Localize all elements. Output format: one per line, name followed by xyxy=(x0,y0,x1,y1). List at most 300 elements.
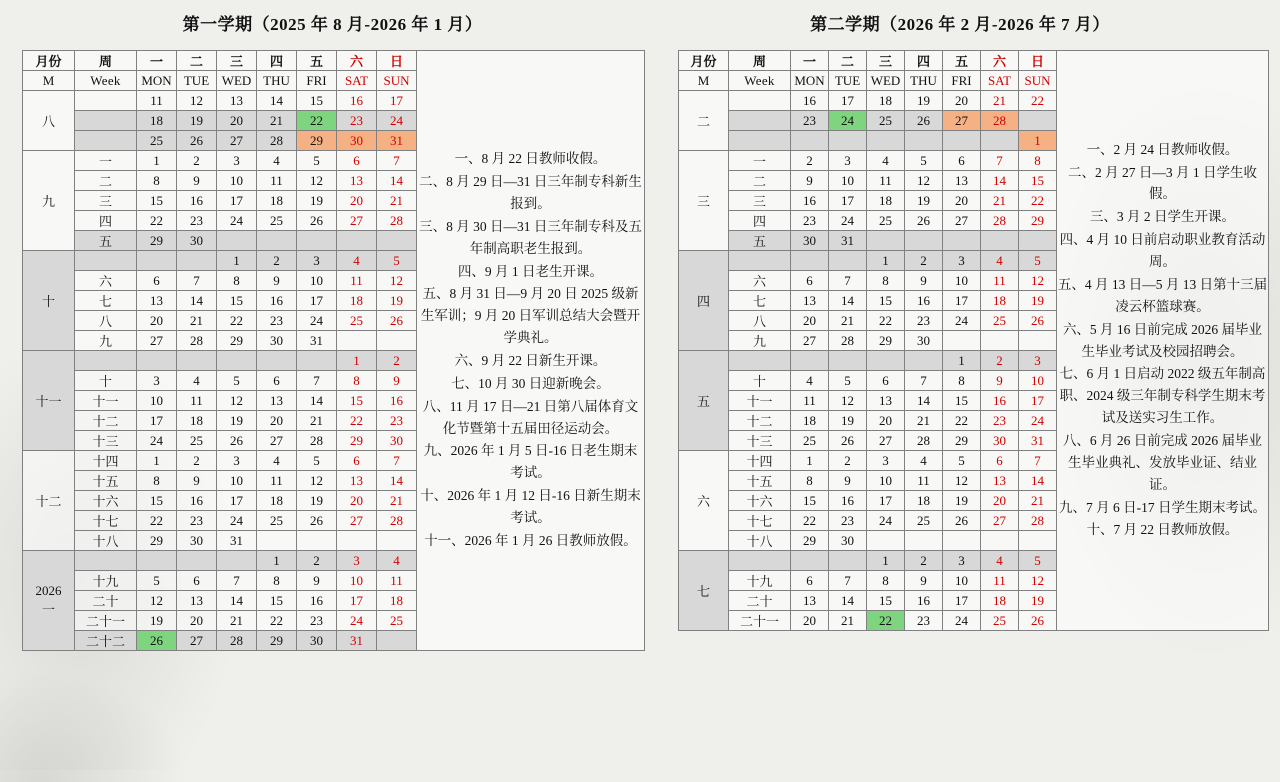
day-cell: 6 xyxy=(867,371,905,391)
day-cell: 22 xyxy=(791,511,829,531)
day-cell xyxy=(791,131,829,151)
day-cell: 22 xyxy=(1019,191,1057,211)
day-cell: 7 xyxy=(177,271,217,291)
day-cell: 25 xyxy=(177,431,217,451)
day-cell: 8 xyxy=(257,571,297,591)
week-label: 六 xyxy=(75,271,137,291)
day-cell: 19 xyxy=(943,491,981,511)
calendar-table-semester-1 xyxy=(22,50,645,651)
month-label: 九 xyxy=(23,151,75,251)
day-cell: 26 xyxy=(177,131,217,151)
day-cell: 20 xyxy=(177,611,217,631)
day-cell: 9 xyxy=(177,471,217,491)
day-cell: 20 xyxy=(337,191,377,211)
day-cell: 26 xyxy=(829,431,867,451)
week-label: 十四 xyxy=(75,451,137,471)
day-cell: 29 xyxy=(337,431,377,451)
day-cell: 14 xyxy=(905,391,943,411)
day-cell: 12 xyxy=(377,271,417,291)
day-cell: 12 xyxy=(137,591,177,611)
day-cell: 24 xyxy=(297,311,337,331)
day-cell: 28 xyxy=(377,211,417,231)
day-cell xyxy=(829,351,867,371)
header-day-en-1: MON xyxy=(137,71,177,91)
day-cell: 6 xyxy=(337,151,377,171)
day-cell: 22 xyxy=(217,311,257,331)
day-cell: 15 xyxy=(1019,171,1057,191)
week-label: 十 xyxy=(75,371,137,391)
day-cell xyxy=(867,531,905,551)
item-line: 七、10 月 30 日迎新晚会。 xyxy=(451,375,610,391)
day-cell: 24 xyxy=(943,611,981,631)
day-cell: 16 xyxy=(257,291,297,311)
day-cell: 14 xyxy=(377,171,417,191)
week-label: 十八 xyxy=(75,531,137,551)
day-cell: 14 xyxy=(297,391,337,411)
day-cell: 6 xyxy=(791,271,829,291)
week-label: 三 xyxy=(75,191,137,211)
day-cell: 2 xyxy=(905,551,943,571)
calendar-table-semester-2 xyxy=(678,50,1269,631)
week-label: 十 xyxy=(729,371,791,391)
day-cell: 3 xyxy=(217,451,257,471)
week-label: 五 xyxy=(729,231,791,251)
day-cell: 3 xyxy=(297,251,337,271)
header-week-en: Week xyxy=(75,71,137,91)
header-day-en-4: THU xyxy=(905,71,943,91)
month-label: 十一 xyxy=(23,351,75,451)
day-cell: 23 xyxy=(829,511,867,531)
day-cell: 11 xyxy=(981,271,1019,291)
week-label: 十九 xyxy=(729,571,791,591)
day-cell: 7 xyxy=(217,571,257,591)
day-cell: 23 xyxy=(337,111,377,131)
month-label: 六 xyxy=(679,451,729,551)
day-cell: 30 xyxy=(257,331,297,351)
day-cell xyxy=(217,351,257,371)
item-line: 九、2026 年 1 月 5 日-16 日老生期末考试。 xyxy=(423,443,638,481)
day-cell xyxy=(791,551,829,571)
day-cell: 1 xyxy=(337,351,377,371)
day-cell: 21 xyxy=(1019,491,1057,511)
day-cell: 8 xyxy=(1019,151,1057,171)
day-cell: 24 xyxy=(829,111,867,131)
week-label: 八 xyxy=(729,311,791,331)
header-day-en-1: MON xyxy=(791,71,829,91)
header-day-5: 五 xyxy=(943,51,981,71)
day-cell: 4 xyxy=(177,371,217,391)
day-cell: 13 xyxy=(137,291,177,311)
header-day-en-7: SUN xyxy=(377,71,417,91)
day-cell: 18 xyxy=(257,191,297,211)
day-cell: 14 xyxy=(377,471,417,491)
day-cell: 19 xyxy=(1019,291,1057,311)
day-cell: 2 xyxy=(791,151,829,171)
week-label: 十二 xyxy=(729,411,791,431)
day-cell: 14 xyxy=(829,291,867,311)
day-cell: 29 xyxy=(1019,211,1057,231)
day-cell xyxy=(829,551,867,571)
day-cell: 11 xyxy=(337,271,377,291)
day-cell: 2 xyxy=(177,151,217,171)
day-cell: 6 xyxy=(943,151,981,171)
day-cell: 4 xyxy=(981,551,1019,571)
day-cell: 25 xyxy=(257,511,297,531)
day-cell: 28 xyxy=(981,111,1019,131)
day-cell: 26 xyxy=(137,631,177,651)
day-cell: 17 xyxy=(943,591,981,611)
day-cell xyxy=(867,351,905,371)
day-cell: 30 xyxy=(377,431,417,451)
day-cell: 16 xyxy=(377,391,417,411)
day-cell: 18 xyxy=(867,191,905,211)
week-label xyxy=(729,251,791,271)
day-cell: 30 xyxy=(177,531,217,551)
table-header-row xyxy=(23,51,645,71)
day-cell: 11 xyxy=(905,471,943,491)
day-cell: 23 xyxy=(981,411,1019,431)
day-cell: 21 xyxy=(297,411,337,431)
header-day-2: 二 xyxy=(829,51,867,71)
day-cell: 23 xyxy=(905,611,943,631)
day-cell: 14 xyxy=(1019,471,1057,491)
day-cell: 19 xyxy=(297,191,337,211)
day-cell: 24 xyxy=(337,611,377,631)
day-cell: 15 xyxy=(867,591,905,611)
day-cell: 12 xyxy=(829,391,867,411)
day-cell: 29 xyxy=(791,531,829,551)
header-day-7: 日 xyxy=(1019,51,1057,71)
day-cell: 25 xyxy=(791,431,829,451)
day-cell: 30 xyxy=(791,231,829,251)
day-cell: 18 xyxy=(137,111,177,131)
day-cell: 11 xyxy=(137,91,177,111)
header-day-en-2: TUE xyxy=(177,71,217,91)
day-cell: 14 xyxy=(257,91,297,111)
day-cell: 15 xyxy=(257,591,297,611)
day-cell: 12 xyxy=(177,91,217,111)
day-cell: 22 xyxy=(337,411,377,431)
item-line: 十、7 月 22 日教师放假。 xyxy=(1086,522,1239,538)
week-label: 二十 xyxy=(729,591,791,611)
week-label: 二十一 xyxy=(75,611,137,631)
day-cell: 23 xyxy=(791,211,829,231)
day-cell: 6 xyxy=(791,571,829,591)
day-cell: 19 xyxy=(177,111,217,131)
day-cell: 2 xyxy=(981,351,1019,371)
day-cell: 1 xyxy=(943,351,981,371)
week-label: 二十二 xyxy=(75,631,137,651)
item-line: 九、7 月 6 日-17 日学生期末考试。 xyxy=(1059,499,1266,515)
day-cell: 16 xyxy=(177,491,217,511)
item-line: 五、8 月 31 日—9 月 20 日 2025 级新生军训；9 月 20 日军训总结大会暨开学典礼。 xyxy=(420,286,641,346)
day-cell: 7 xyxy=(981,151,1019,171)
day-cell xyxy=(981,531,1019,551)
day-cell: 22 xyxy=(867,611,905,631)
header-day-1: 一 xyxy=(137,51,177,71)
week-label xyxy=(729,111,791,131)
day-cell: 14 xyxy=(981,171,1019,191)
day-cell: 5 xyxy=(377,251,417,271)
day-cell: 16 xyxy=(791,191,829,211)
day-cell: 22 xyxy=(297,111,337,131)
day-cell: 30 xyxy=(981,431,1019,451)
week-label: 十四 xyxy=(729,451,791,471)
day-cell xyxy=(867,231,905,251)
day-cell: 10 xyxy=(217,471,257,491)
day-cell: 30 xyxy=(337,131,377,151)
day-cell: 16 xyxy=(905,291,943,311)
day-cell: 26 xyxy=(1019,611,1057,631)
day-cell: 11 xyxy=(177,391,217,411)
month-label: 十 xyxy=(23,251,75,351)
day-cell: 18 xyxy=(377,591,417,611)
day-cell xyxy=(137,351,177,371)
item-line: 四、9 月 1 日老生开课。 xyxy=(457,263,604,279)
day-cell: 22 xyxy=(137,511,177,531)
week-label xyxy=(75,251,137,271)
items-cell xyxy=(417,51,645,651)
day-cell: 3 xyxy=(337,551,377,571)
day-cell: 13 xyxy=(337,171,377,191)
day-cell: 27 xyxy=(791,331,829,351)
day-cell: 9 xyxy=(177,171,217,191)
day-cell: 10 xyxy=(943,271,981,291)
day-cell: 2 xyxy=(257,251,297,271)
week-label: 十三 xyxy=(729,431,791,451)
day-cell: 12 xyxy=(297,171,337,191)
day-cell: 11 xyxy=(981,571,1019,591)
day-cell: 12 xyxy=(217,391,257,411)
day-cell: 26 xyxy=(1019,311,1057,331)
week-label: 三 xyxy=(729,191,791,211)
day-cell: 29 xyxy=(137,531,177,551)
day-cell: 17 xyxy=(943,291,981,311)
week-label xyxy=(729,131,791,151)
day-cell: 12 xyxy=(943,471,981,491)
day-cell xyxy=(1019,531,1057,551)
day-cell: 25 xyxy=(905,511,943,531)
day-cell: 4 xyxy=(791,371,829,391)
header-day-4: 四 xyxy=(257,51,297,71)
day-cell: 9 xyxy=(905,271,943,291)
table-header-row xyxy=(679,51,1269,71)
day-cell: 1 xyxy=(217,251,257,271)
day-cell: 11 xyxy=(867,171,905,191)
day-cell: 18 xyxy=(981,291,1019,311)
day-cell: 15 xyxy=(867,291,905,311)
day-cell: 7 xyxy=(377,451,417,471)
header-day-1: 一 xyxy=(791,51,829,71)
day-cell xyxy=(905,351,943,371)
day-cell: 28 xyxy=(1019,511,1057,531)
day-cell: 15 xyxy=(337,391,377,411)
day-cell: 25 xyxy=(257,211,297,231)
day-cell: 24 xyxy=(377,111,417,131)
day-cell: 2 xyxy=(905,251,943,271)
day-cell xyxy=(943,231,981,251)
day-cell: 8 xyxy=(867,571,905,591)
day-cell: 17 xyxy=(217,191,257,211)
day-cell: 31 xyxy=(217,531,257,551)
day-cell xyxy=(217,231,257,251)
day-cell: 23 xyxy=(791,111,829,131)
day-cell xyxy=(829,251,867,271)
day-cell: 20 xyxy=(217,111,257,131)
day-cell: 13 xyxy=(337,471,377,491)
day-cell: 3 xyxy=(137,371,177,391)
day-cell: 21 xyxy=(829,611,867,631)
day-cell: 20 xyxy=(137,311,177,331)
day-cell: 10 xyxy=(867,471,905,491)
day-cell: 4 xyxy=(257,151,297,171)
day-cell: 9 xyxy=(297,571,337,591)
day-cell: 22 xyxy=(1019,91,1057,111)
day-cell: 22 xyxy=(943,411,981,431)
day-cell: 23 xyxy=(297,611,337,631)
day-cell: 28 xyxy=(297,431,337,451)
day-cell: 21 xyxy=(377,191,417,211)
day-cell: 20 xyxy=(981,491,1019,511)
day-cell: 7 xyxy=(1019,451,1057,471)
week-label: 十七 xyxy=(729,511,791,531)
header-day-3: 三 xyxy=(867,51,905,71)
day-cell: 20 xyxy=(867,411,905,431)
day-cell xyxy=(981,331,1019,351)
day-cell: 28 xyxy=(177,331,217,351)
week-label: 七 xyxy=(729,291,791,311)
day-cell: 13 xyxy=(867,391,905,411)
day-cell: 19 xyxy=(1019,591,1057,611)
week-label: 十九 xyxy=(75,571,137,591)
day-cell: 5 xyxy=(1019,251,1057,271)
week-label: 二十 xyxy=(75,591,137,611)
week-label: 十二 xyxy=(75,411,137,431)
day-cell xyxy=(829,131,867,151)
week-label: 十五 xyxy=(75,471,137,491)
week-label: 四 xyxy=(75,211,137,231)
day-cell: 26 xyxy=(297,511,337,531)
day-cell: 9 xyxy=(981,371,1019,391)
day-cell: 24 xyxy=(943,311,981,331)
week-label xyxy=(729,351,791,371)
day-cell: 29 xyxy=(297,131,337,151)
day-cell: 12 xyxy=(1019,571,1057,591)
day-cell: 27 xyxy=(257,431,297,451)
day-cell: 27 xyxy=(217,131,257,151)
day-cell: 7 xyxy=(297,371,337,391)
day-cell: 26 xyxy=(297,211,337,231)
day-cell: 16 xyxy=(337,91,377,111)
day-cell: 30 xyxy=(829,531,867,551)
day-cell: 23 xyxy=(257,311,297,331)
day-cell: 27 xyxy=(337,511,377,531)
header-day-2: 二 xyxy=(177,51,217,71)
day-cell: 31 xyxy=(297,331,337,351)
header-month-en: M xyxy=(23,71,75,91)
day-cell: 8 xyxy=(337,371,377,391)
day-cell: 31 xyxy=(1019,431,1057,451)
day-cell xyxy=(297,531,337,551)
day-cell: 5 xyxy=(297,451,337,471)
day-cell: 29 xyxy=(943,431,981,451)
day-cell: 14 xyxy=(217,591,257,611)
day-cell xyxy=(791,351,829,371)
day-cell: 6 xyxy=(981,451,1019,471)
week-label xyxy=(75,131,137,151)
day-cell: 4 xyxy=(337,251,377,271)
items-cell xyxy=(1057,51,1269,631)
day-cell: 15 xyxy=(791,491,829,511)
day-cell: 27 xyxy=(177,631,217,651)
week-label xyxy=(729,551,791,571)
item-line: 三、8 月 30 日—31 日三年制专科及五年制高职老生报到。 xyxy=(419,218,642,256)
day-cell: 8 xyxy=(137,171,177,191)
day-cell xyxy=(1019,111,1057,131)
header-month: 月份 xyxy=(679,51,729,71)
day-cell: 26 xyxy=(905,211,943,231)
week-label: 五 xyxy=(75,231,137,251)
item-line: 十、2026 年 1 月 12 日-16 日新生期末考试。 xyxy=(420,488,641,526)
day-cell xyxy=(257,231,297,251)
day-cell: 26 xyxy=(377,311,417,331)
day-cell: 25 xyxy=(377,611,417,631)
day-cell: 6 xyxy=(137,271,177,291)
day-cell: 28 xyxy=(981,211,1019,231)
day-cell: 23 xyxy=(377,411,417,431)
day-cell: 5 xyxy=(905,151,943,171)
day-cell xyxy=(217,551,257,571)
day-cell: 8 xyxy=(137,471,177,491)
day-cell: 18 xyxy=(867,91,905,111)
day-cell: 4 xyxy=(867,151,905,171)
header-day-en-4: THU xyxy=(257,71,297,91)
day-cell: 13 xyxy=(791,291,829,311)
day-cell: 16 xyxy=(981,391,1019,411)
item-line: 二、8 月 29 日—31 日三年制专科新生报到。 xyxy=(419,174,642,211)
day-cell: 2 xyxy=(377,351,417,371)
day-cell: 11 xyxy=(377,571,417,591)
day-cell: 1 xyxy=(257,551,297,571)
day-cell: 9 xyxy=(257,271,297,291)
day-cell: 7 xyxy=(829,571,867,591)
week-label xyxy=(75,111,137,131)
day-cell: 27 xyxy=(337,211,377,231)
day-cell: 23 xyxy=(905,311,943,331)
day-cell: 12 xyxy=(297,471,337,491)
day-cell: 17 xyxy=(217,491,257,511)
day-cell: 11 xyxy=(257,471,297,491)
day-cell: 30 xyxy=(297,631,337,651)
day-cell xyxy=(943,331,981,351)
day-cell: 9 xyxy=(829,471,867,491)
day-cell: 9 xyxy=(791,171,829,191)
day-cell: 28 xyxy=(905,431,943,451)
day-cell xyxy=(1019,231,1057,251)
day-cell: 4 xyxy=(257,451,297,471)
day-cell: 6 xyxy=(257,371,297,391)
day-cell: 5 xyxy=(137,571,177,591)
day-cell: 28 xyxy=(829,331,867,351)
day-cell: 24 xyxy=(217,511,257,531)
day-cell: 22 xyxy=(137,211,177,231)
day-cell: 8 xyxy=(867,271,905,291)
day-cell: 14 xyxy=(829,591,867,611)
day-cell: 23 xyxy=(177,211,217,231)
day-cell xyxy=(905,131,943,151)
day-cell xyxy=(377,531,417,551)
day-cell: 22 xyxy=(867,311,905,331)
